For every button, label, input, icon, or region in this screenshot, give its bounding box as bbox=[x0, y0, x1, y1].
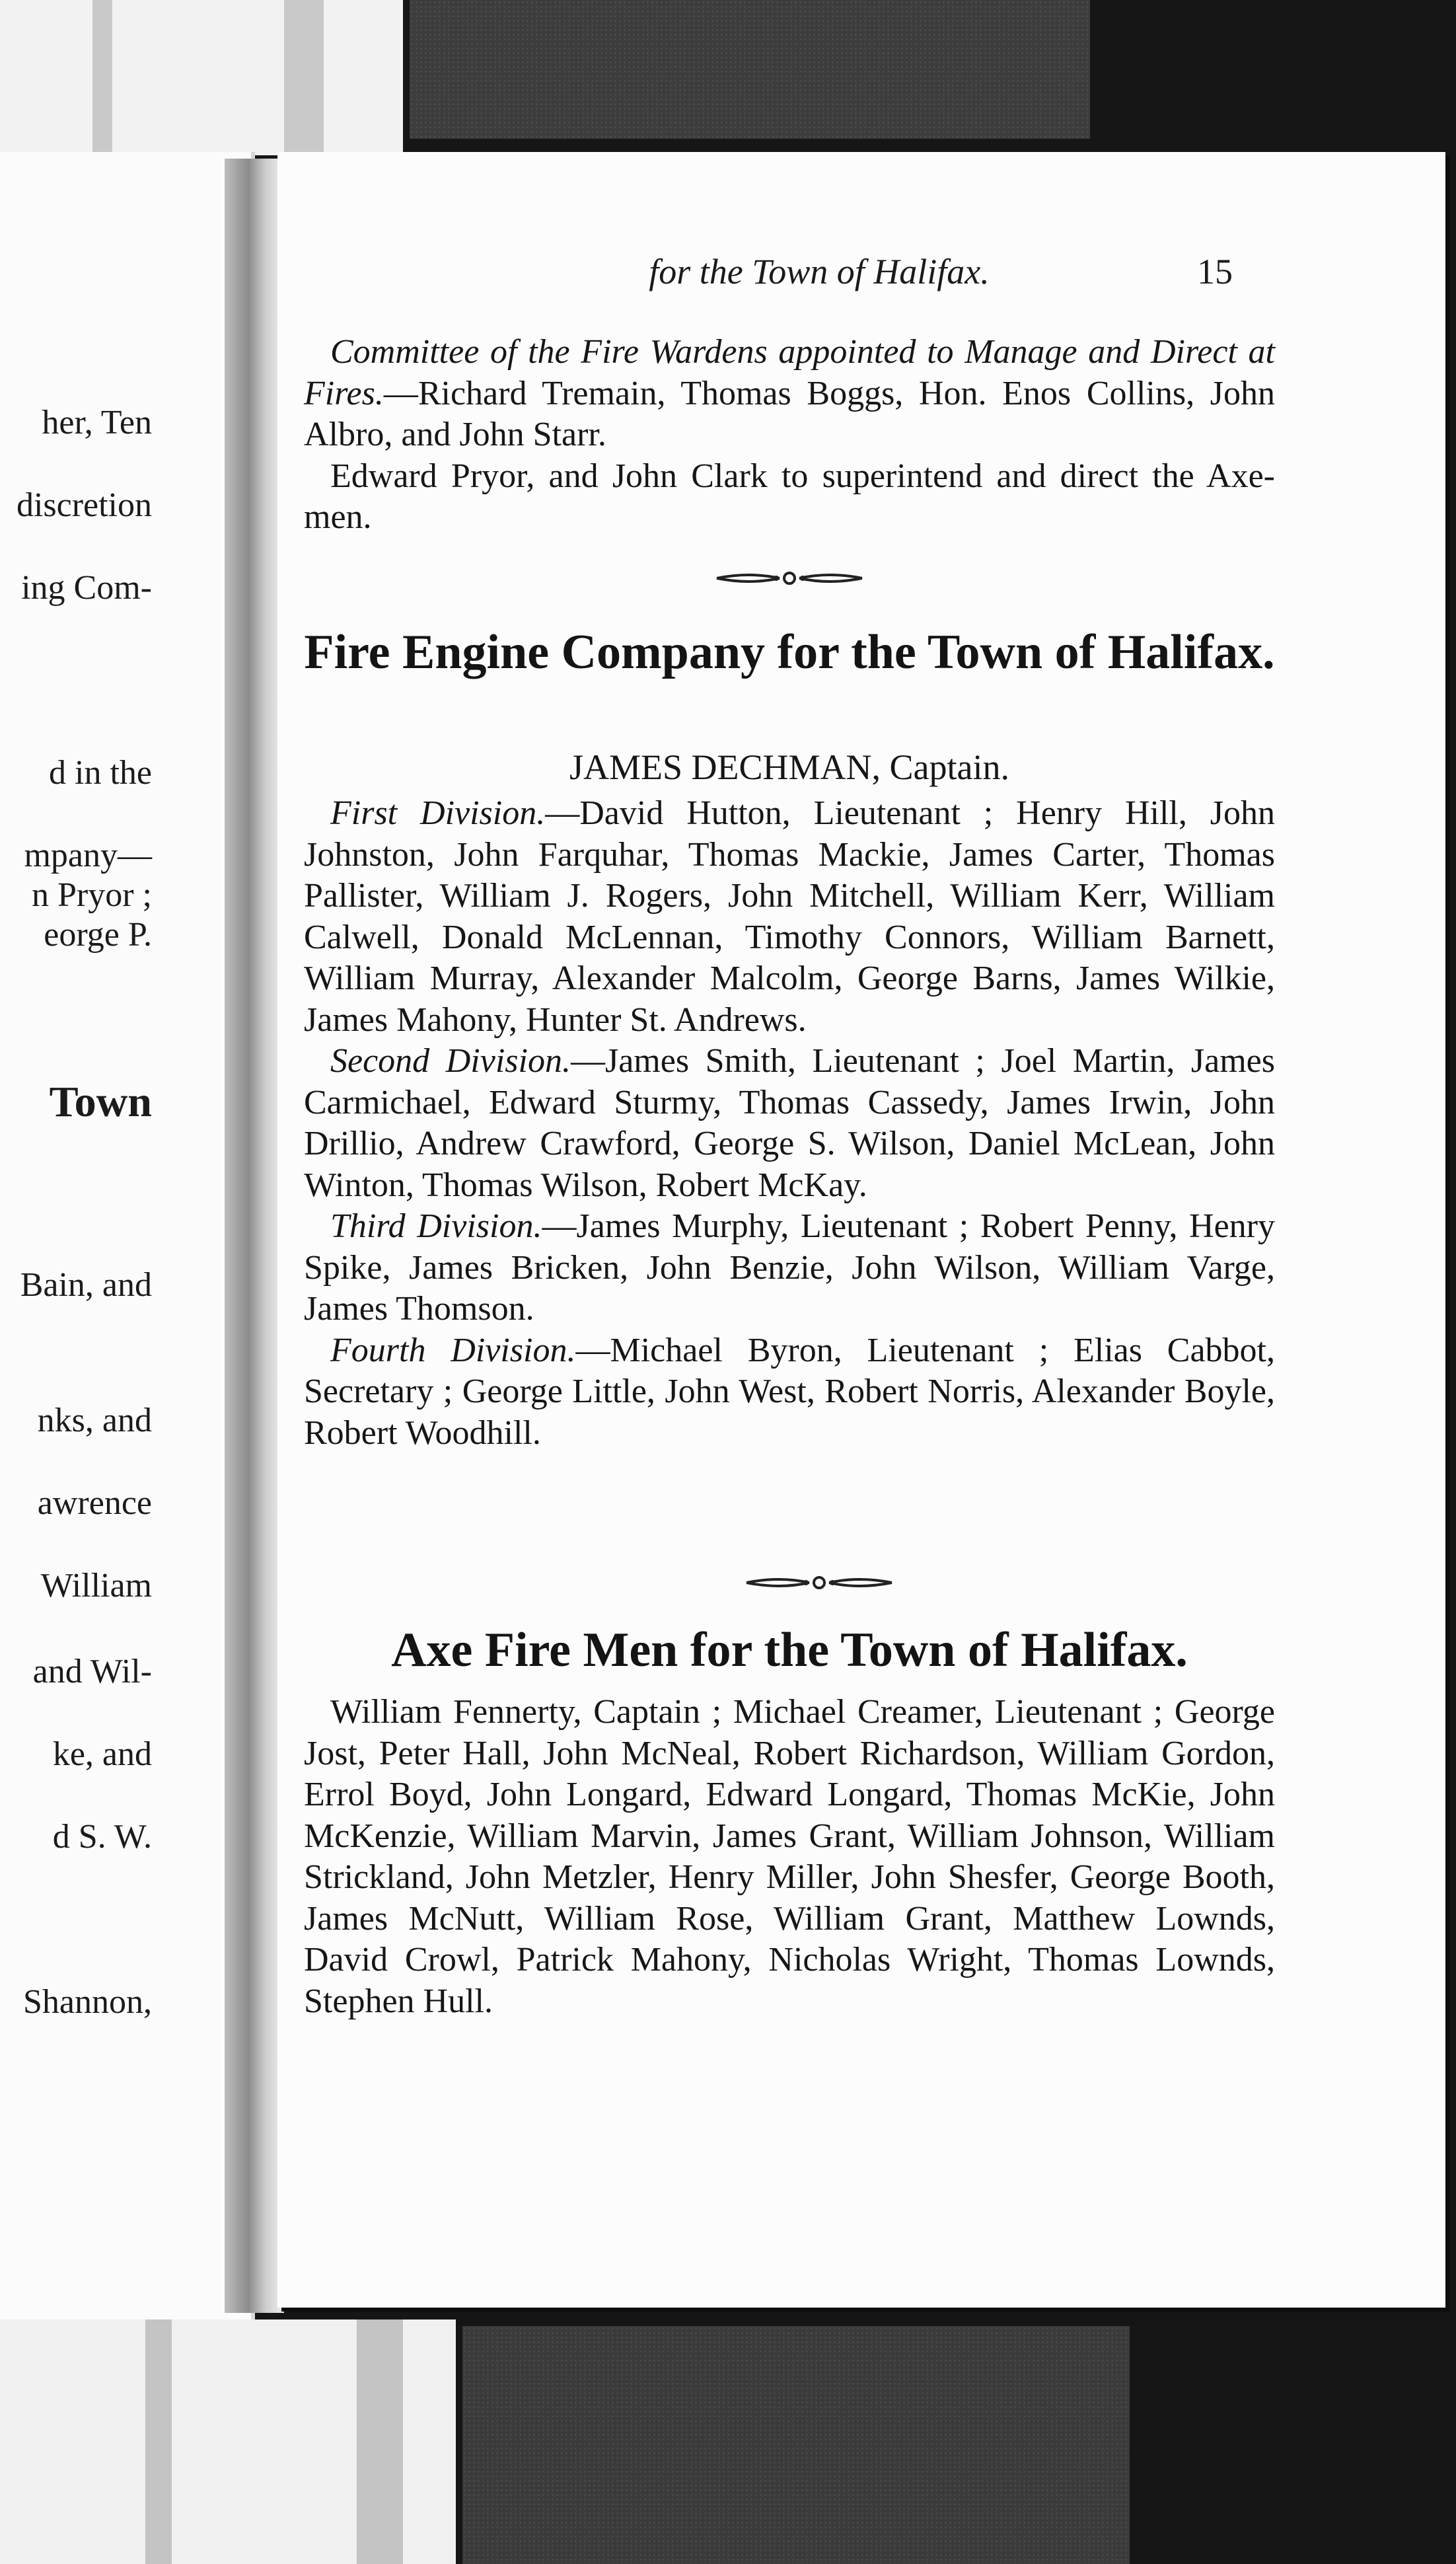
left-page-line: her, Ten bbox=[42, 404, 152, 441]
division-paragraph bbox=[304, 1041, 1275, 1206]
page-15 bbox=[277, 152, 1445, 2308]
division-members: —James Murphy, Lieutenant ; Robert Penny, Henry Spike, James Bricken, John Benzie, John Wilson, William Varge, James Thomson. bbox=[304, 1207, 1275, 1328]
division-paragraph bbox=[304, 793, 1275, 1041]
axe-supervision-line: Edward Pryor, and John Clark to superintend and direct the Axe-men. bbox=[304, 457, 1275, 536]
left-page-line: discretion bbox=[16, 486, 152, 524]
left-page-line: mpany— bbox=[24, 837, 152, 874]
divisions-block bbox=[304, 793, 1275, 1454]
axe-fire-men-title: Axe Fire Men for the Town of Halifax. bbox=[391, 1623, 1188, 1677]
captain-line: JAMES DECHMAN, Captain. bbox=[569, 747, 1009, 787]
axe-fire-men-members: William Fennerty, Captain ; Michael Creamer, Lieutenant ; George Jost, Peter Hall, John McNeal, Robert Richardson, William Gordon, Errol Boyd, John Longard, Edward Longard, Thomas McKie, John McKenzie, William Marvin, James Grant, William Johnson, William Strickland, John Metzler, Henry Miller, John Shesfer, George Booth, James McNutt, William Rose, William Grant, Matthew Lownds, David Crowl, Patrick Mahony, Nicholas Wright, Thomas Lownds, Stephen Hull. bbox=[304, 1693, 1275, 2020]
left-page-line: nks, and bbox=[37, 1402, 152, 1439]
page-number: 15 bbox=[1197, 252, 1233, 291]
division-label: Second Division. bbox=[330, 1042, 571, 1080]
mounting-tape-bottom bbox=[0, 2319, 456, 2564]
division-label: Third Division. bbox=[330, 1207, 542, 1245]
left-page-line: eorge P. bbox=[44, 916, 152, 954]
division-label: Fourth Division. bbox=[330, 1331, 576, 1369]
division-members: —Michael Byron, Lieutenant ; Elias Cabbot, Secretary ; George Little, John West, Robert Norris, Alexander Boyle, Robert Woodhill. bbox=[304, 1331, 1275, 1452]
book-gutter bbox=[225, 159, 284, 2313]
committee-title: Committee of the Fire Wardens appointed to Manage and Direct at Fires. bbox=[304, 333, 1275, 412]
page-header bbox=[277, 251, 1445, 304]
division-paragraph bbox=[304, 1206, 1275, 1330]
division-label: First Division. bbox=[330, 794, 546, 832]
scanner-bed-top bbox=[410, 0, 1090, 139]
committee-paragraph bbox=[304, 332, 1275, 539]
left-page-line: Shannon, bbox=[23, 1983, 152, 2021]
left-page-line: d S. W. bbox=[52, 1818, 152, 1856]
left-page-heading-fragment: Town bbox=[49, 1078, 152, 1126]
left-page-line: n Pryor ; bbox=[32, 876, 152, 914]
left-page-line: ke, and bbox=[52, 1735, 152, 1773]
left-page-line: William bbox=[40, 1567, 152, 1604]
left-page bbox=[0, 152, 255, 2319]
scanner-bed-bottom bbox=[462, 2326, 1130, 2564]
left-page-line: Bain, and bbox=[20, 1266, 152, 1304]
ornament-divider-icon bbox=[740, 1569, 898, 1596]
left-page-line: and Wil- bbox=[32, 1653, 152, 1690]
running-head: for the Town of Halifax. bbox=[649, 252, 990, 291]
left-page-line: awrence bbox=[37, 1484, 152, 1522]
division-paragraph bbox=[304, 1330, 1275, 1454]
fire-engine-company-title: Fire Engine Company for the Town of Halifax. bbox=[304, 625, 1275, 679]
axe-fire-men-paragraph bbox=[304, 1692, 1275, 2022]
mounting-tape-top bbox=[0, 0, 403, 155]
left-page-line: d in the bbox=[49, 754, 152, 792]
division-members: —David Hutton, Lieutenant ; Henry Hill, John Johnston, John Farquhar, Thomas Mackie, James Carter, Thomas Pallister, William J. Rogers, John Mitchell, William Kerr, William Calwell, Donald McLennan, Timothy Connors, William Barnett, William Murray, Alexander Malcolm, George Barns, James Wilkie, James Mahony, Hunter St. Andrews. bbox=[304, 794, 1276, 1039]
left-page-line: ing Com- bbox=[21, 569, 152, 607]
division-members: —James Smith, Lieutenant ; Joel Martin, James Carmichael, Edward Sturmy, Thomas Cassedy, James Irwin, John Drillio, Andrew Crawford, George S. Wilson, Daniel McLean, John Winton, Thomas Wilson, Robert McKay. bbox=[304, 1042, 1275, 1204]
ornament-divider-icon bbox=[710, 565, 869, 591]
committee-members: —Richard Tremain, Thomas Boggs, Hon. Enos Collins, John Albro, and John Starr. bbox=[304, 374, 1275, 453]
